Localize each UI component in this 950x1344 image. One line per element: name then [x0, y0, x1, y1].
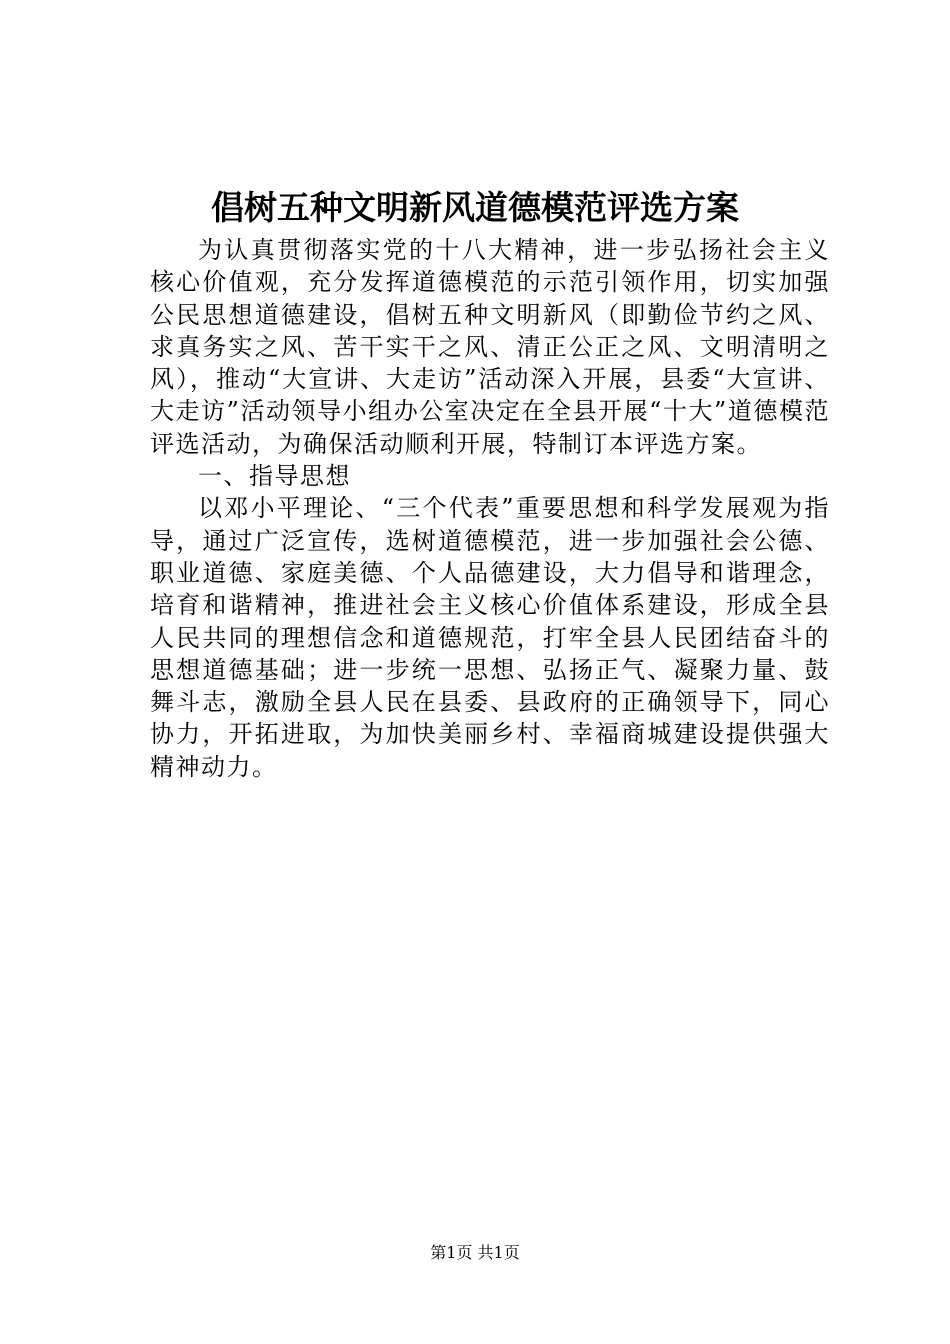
section-heading: 一、指导思想: [198, 462, 351, 491]
document-body: [150, 234, 830, 783]
document-title: 倡树五种文明新风道德模范评选方案: [211, 188, 739, 227]
page-number-footer: 第1页 共1页: [430, 1243, 520, 1262]
guiding-thought-paragraph: 以邓小平理论、“三个代表”重要思想和科学发展观为指导，通过广泛宣传，选树道德模范，进一步加强社会公德、职业道德、家庭美德、个人品德建设，大力倡导和谐理念，培育和谐精神，推进社会主义核心价值体系建设，形成全县人民共同的理想信念和道德规范，打牢全县人民团结奋斗的思想道德基础；进一步统一思想、弘扬正气、凝聚力量、鼓舞斗志，激励全县人民在县委、县政府的正确领导下，同心协力，开拓进取，为加快美丽乡村、幸福商城建设提供强大精神动力。: [150, 494, 830, 781]
intro-paragraph: 为认真贯彻落实党的十八大精神，进一步弘扬社会主义核心价值观，充分发挥道德模范的示范引领作用，切实加强公民思想道德建设，倡树五种文明新风（即勤俭节约之风、求真务实之风、苦干实干之风、清正公正之风、文明清明之风），推动“大宣讲、大走访”活动深入开展，县委“大宣讲、大走访”活动领导小组办公室决定在全县开展“十大”道德模范评选活动，为确保活动顺利开展，特制订本评选方案。: [150, 236, 830, 458]
